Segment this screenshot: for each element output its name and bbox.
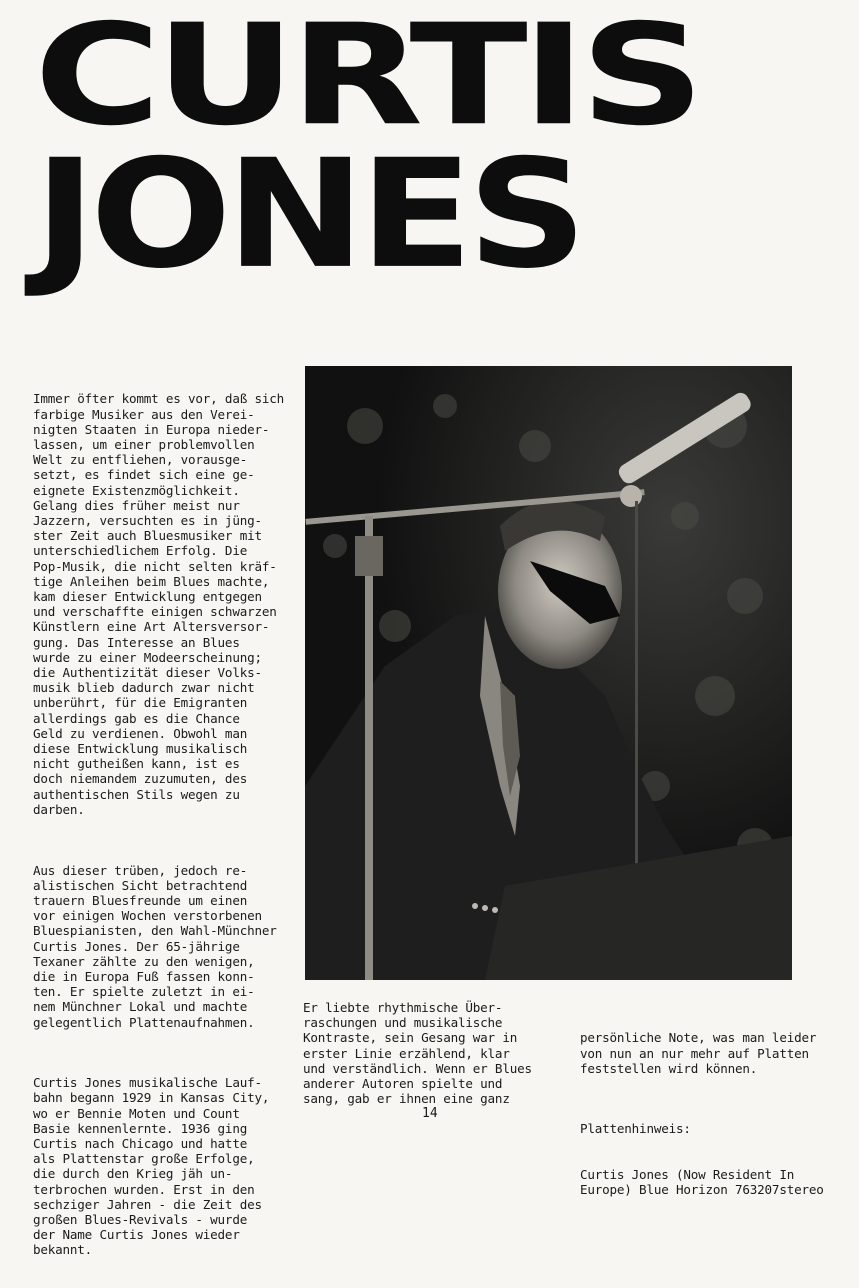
discography-label: Plattenhinweis: (580, 1121, 691, 1137)
left-column (33, 361, 284, 1288)
paragraph-career: Curtis Jones musikalische Lauf- bahn begann 1929 in Kansas City, wo er Bennie Moten und Count Basie kennenlernte. 1936 ging Curtis nach Chicago und hatte als Plattenstar große Erfolge, die durch den Krieg jäh un- terbrochen wurden. Erst in den sechziger Jahren - die Zeit des großen Blues-Revivals - wurde der Name Curtis Jones wieder bekannt. (33, 1075, 270, 1258)
right-column (580, 1000, 824, 1213)
discography-text: Curtis Jones (Now Resident In Europe) Blue Horizon 763207stereo (580, 1167, 824, 1198)
page-number: 14 (422, 1106, 438, 1121)
photo-curtis-jones-at-piano (305, 366, 792, 980)
paragraph-obituary: Aus dieser trüben, jedoch re- alistischen Sicht betrachtend trauern Bluesfreunde um einen vor einigen Wochen verstorbenen Bluespianisten, den Wahl-Münchner Curtis Jones. Der 65-jährige Texaner zählte zu den wenigen, die in Europa Fuß fassen konn- ten. Er spielte zuletzt in ei- nem Münchner Lokal und machte gelegentlich Plattenaufnahmen. (33, 862, 277, 1030)
middle-column: Er liebte rhythmische Über- raschungen und musikalische Kontraste, sein Gesang war in erster Linie erzählend, klar und verständlich. Wenn er Blues anderer Autoren spielte und sang, gab er ihnen eine ganz (303, 1000, 532, 1107)
paragraph-intro: Immer öfter kommt es vor, daß sich farbige Musiker aus den Verei- nigten Staaten in Europa nieder- lassen, um einer problemvollen Welt zu entfliehen, vorausge- setzt, es findet sich eine ge- eignete Existenzmöglichkeit. Gelang dies früher meist nur Jazzern, versuchten es in jüng- ster Zeit auch Bluesmusiker mit unterschiedlichem Erfolg. Die Pop-Musik, die nicht selten kräf- tige Anleihen beim Blues machte, kam dieser Entwicklung entgegen und verschaffte einigen schwarzen Künstlern eine Art Altersversor- gung. Das Interesse an Blues wurde zu einer Modeerscheinung; die Authentizität dieser Volks- musik blieb dadurch zwar nicht unberührt, für die Emigranten allerdings gab es die Chance Geld zu verdienen. Obwohl man diese Entwicklung musikalisch nicht gutheißen kann, ist es doch niemandem zuzumuten, des authentischen Stils wegen zu darben. (33, 391, 284, 817)
title-line-1: CURTIS (34, 0, 699, 157)
title-line-2: JONES (34, 127, 582, 302)
closing-text: persönliche Note, was man leider von nun an nur mehr auf Platten feststellen wird können. (580, 1030, 817, 1076)
